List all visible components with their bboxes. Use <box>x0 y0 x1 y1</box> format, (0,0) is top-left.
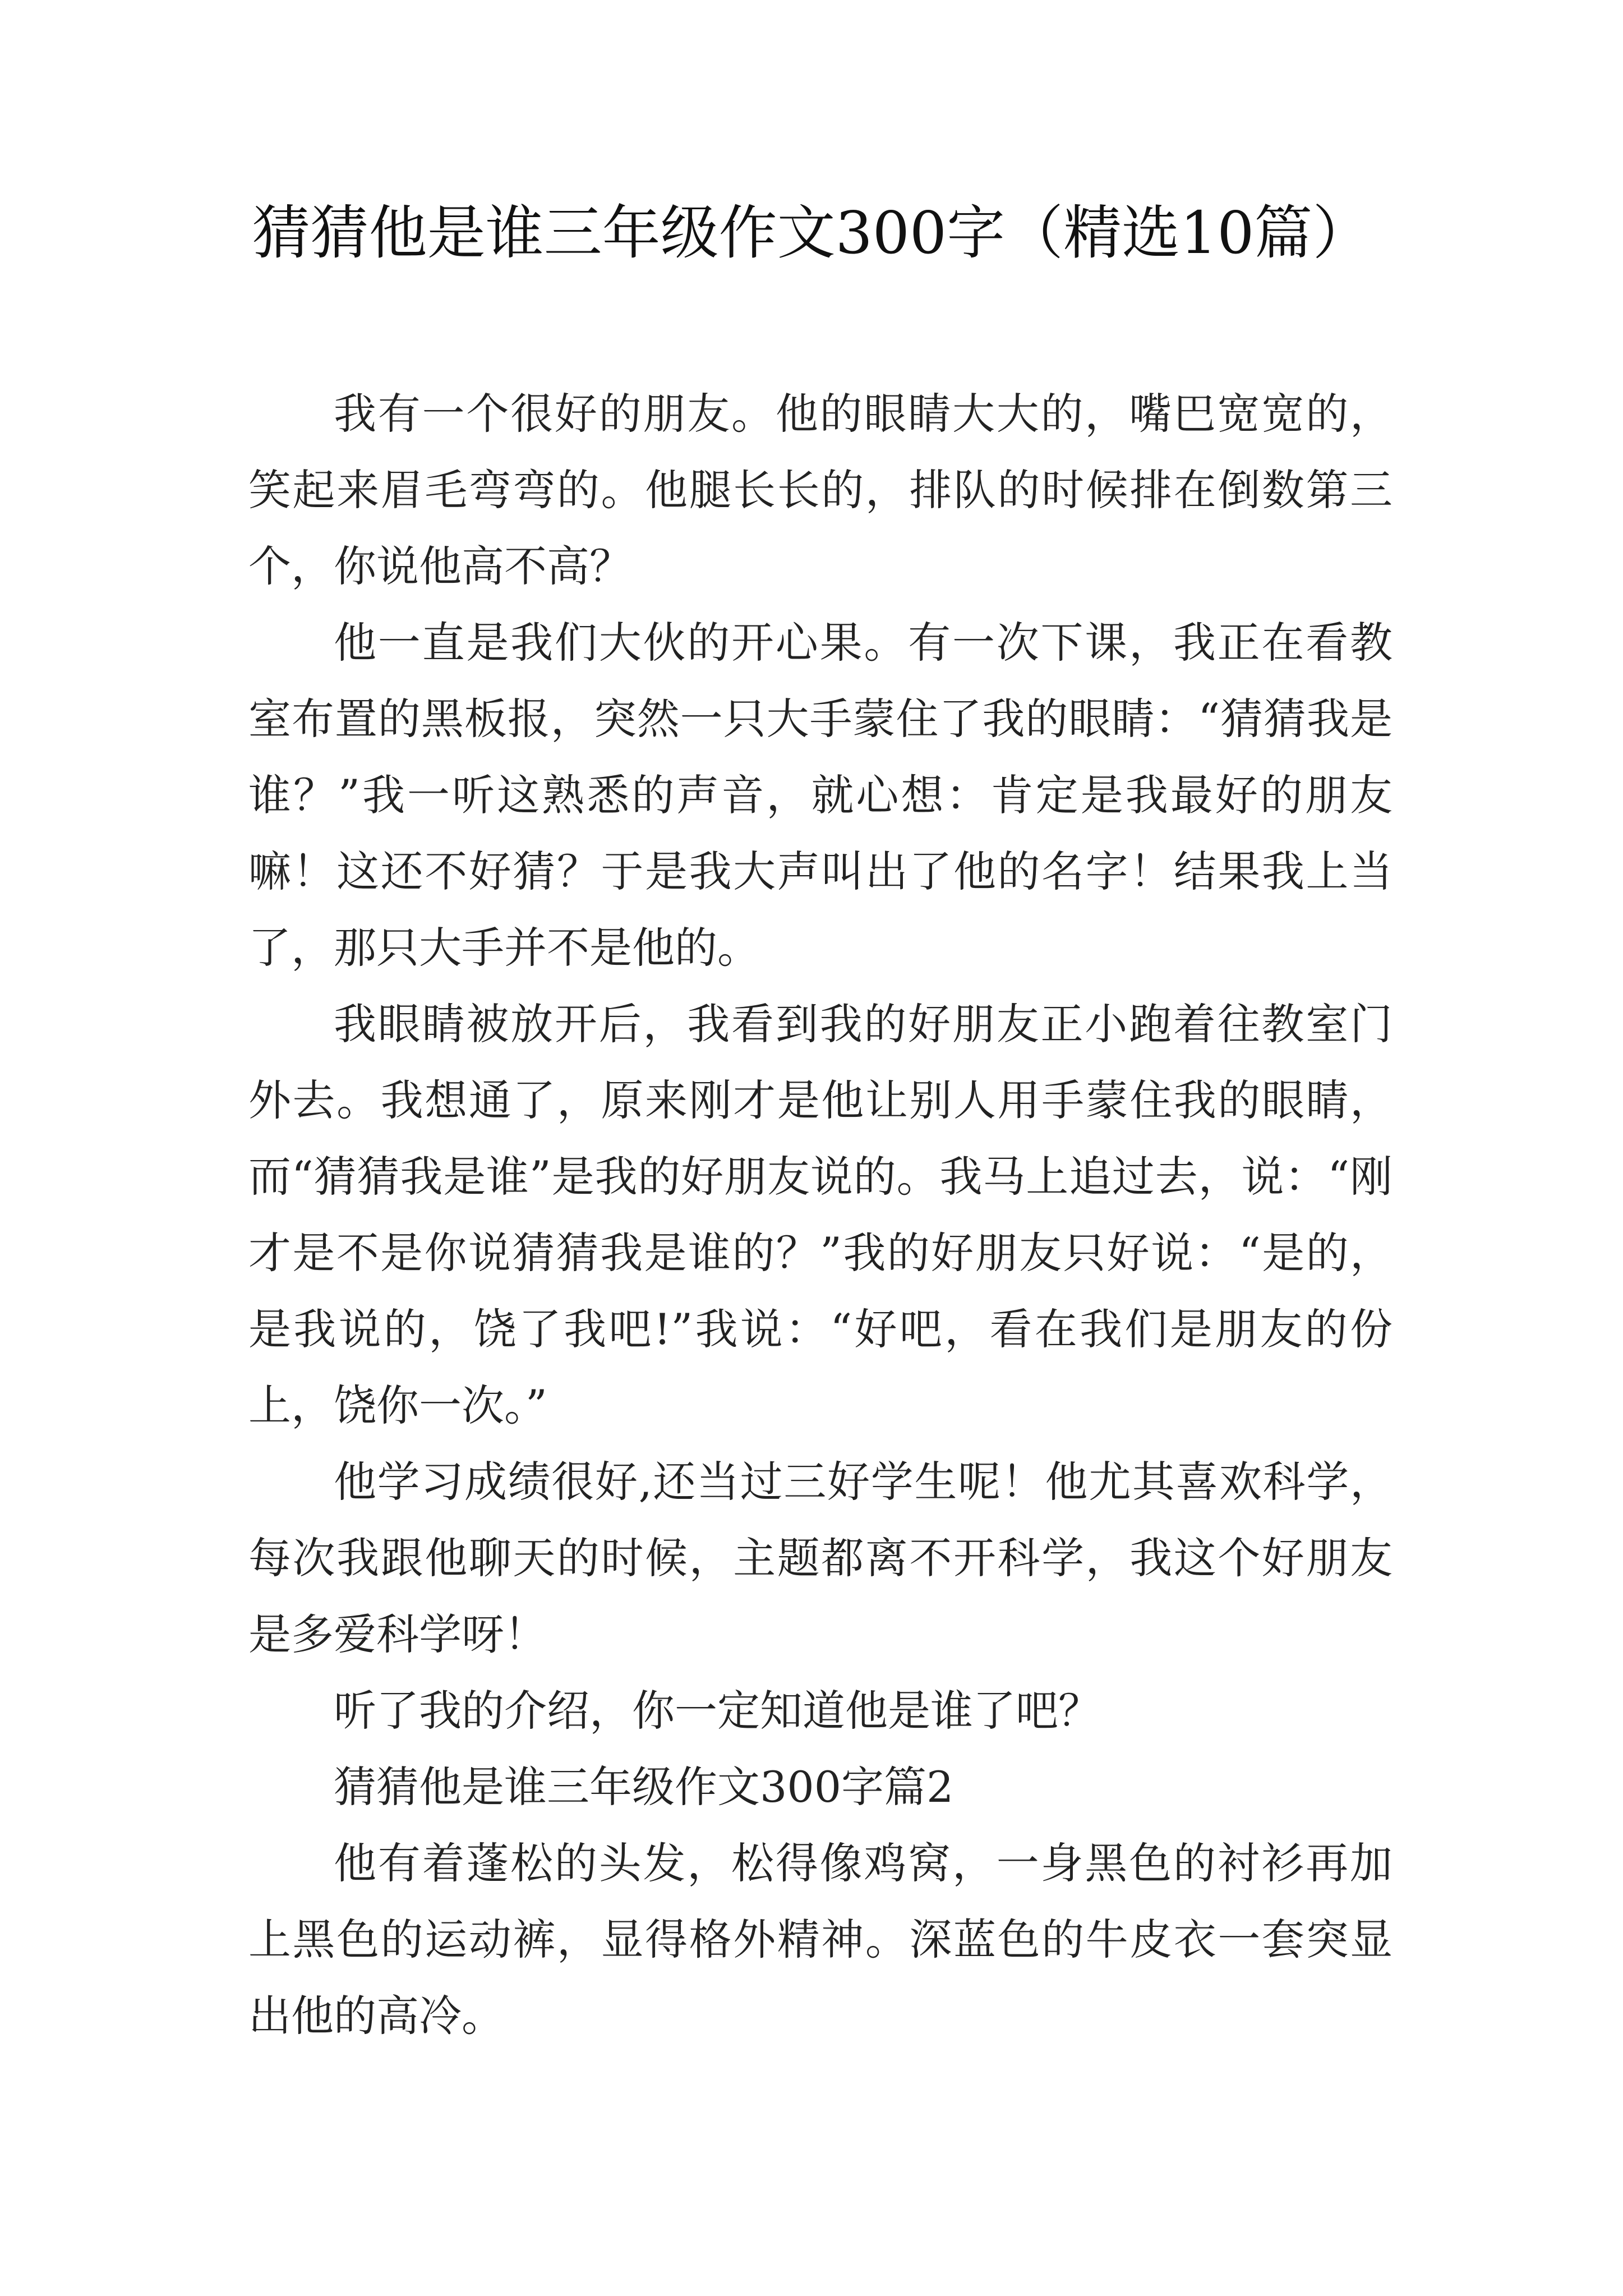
document-title: 猜猜他是谁三年级作文300字（精选10篇） <box>252 199 1371 267</box>
paragraph-5: 听了我的介绍，你一定知道他是谁了吧？ <box>334 1686 1101 1736</box>
section-2-heading: 猜猜他是谁三年级作文300字篇2 <box>334 1762 954 1812</box>
paragraph-3: 我眼睛被放开后，我看到我的好朋友正小跑着往教室门外去。我想通了，原来刚才是他让别人用手蒙住我的眼睛，而“猜猜我是谁”是我的好朋友说的。我马上追过去，说：“刚才是不是你说猜猜我是谁的？”我的好朋友只好说：“是的，是我说的，饶了我吧!”我说：“好吧，看在我们是朋友的份上，饶你一次。” <box>248 999 1393 1430</box>
section-2-paragraph-1: 他有着蓬松的头发，松得像鸡窝，一身黑色的衬衫再加上黑色的运动裤，显得格外精神。深蓝色的牛皮衣一套突显出他的高冷。 <box>248 1838 1393 2041</box>
paragraph-2: 他一直是我们大伙的开心果。有一次下课，我正在看教室布置的黑板报，突然一只大手蒙住了我的眼睛：“猜猜我是谁？”我一听这熟悉的声音，就心想：肯定是我最好的朋友嘛！这还不好猜？于是我大声叫出了他的名字！结果我上当了，那只大手并不是他的。 <box>248 618 1393 973</box>
document-body <box>248 376 1393 2054</box>
paragraph-4: 他学习成绩很好,还当过三好学生呢！他尤其喜欢科学，每次我跟他聊天的时候，主题都离不开科学，我这个好朋友是多爱科学呀！ <box>248 1457 1393 1659</box>
paragraph-1: 我有一个很好的朋友。他的眼睛大大的，嘴巴宽宽的，笑起来眉毛弯弯的。他腿长长的，排队的时候排在倒数第三个，你说他高不高？ <box>248 389 1393 591</box>
